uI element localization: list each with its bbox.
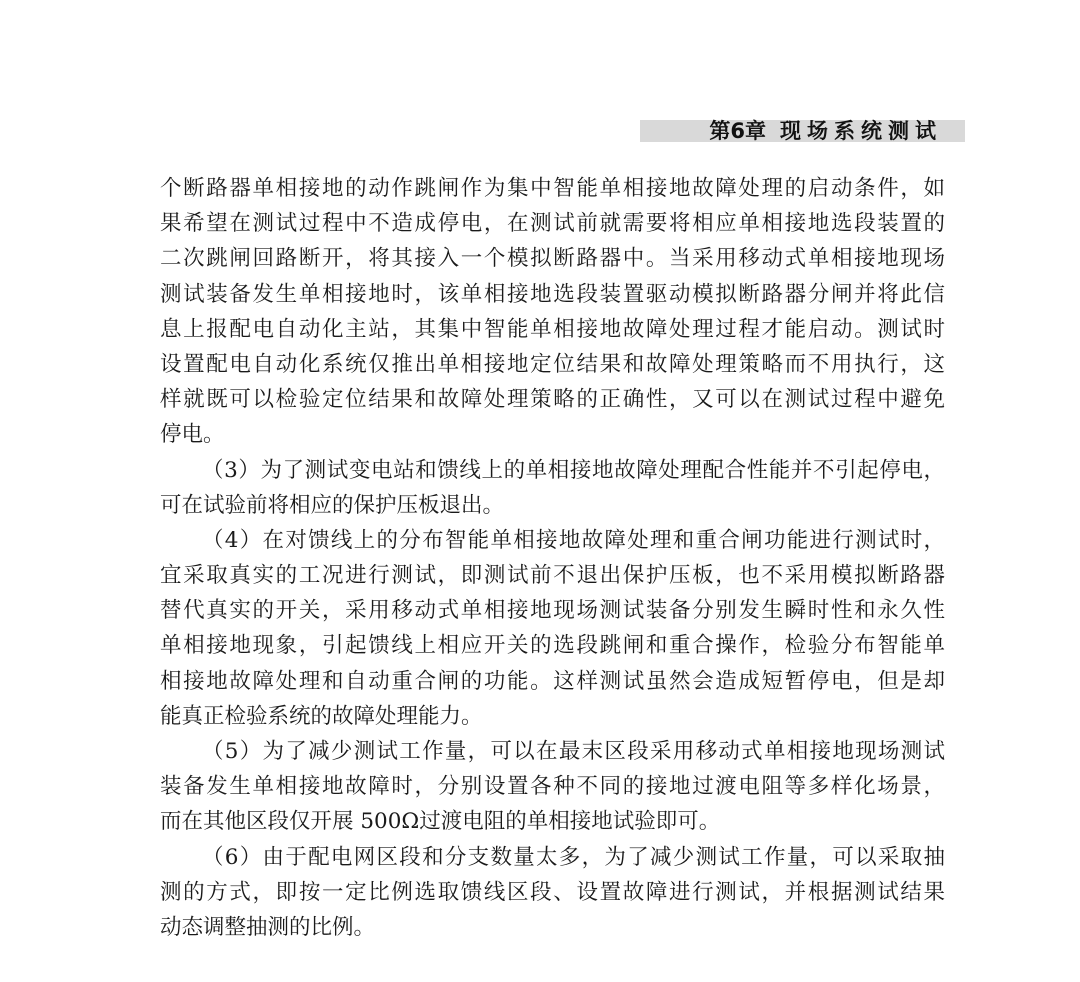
text-line: 而在其他区段仅开展 500Ω过渡电阻的单相接地试验即可。 [160,809,721,835]
paragraph-item-4 [160,523,945,734]
paragraph-continuation [160,171,945,453]
text-line: 可在试验前将相应的保护压板退出。 [160,492,505,518]
text-line: 测的方式，即按一定比例选取馈线区段、设置故障进行测试，并根据测试结果 [160,879,945,905]
chapter-number: 第6章 [709,119,766,143]
text-line: （6）由于配电网区段和分支数量太多，为了减少测试工作量，可以采取抽 [202,844,945,870]
text-line: 息上报配电自动化主站，其集中智能单相接地故障处理过程才能启动。测试时 [160,316,945,342]
text-line: 二次跳闸回路断开，将其接入一个模拟断路器中。当采用移动式单相接地现场 [160,246,945,272]
paragraph-item-3 [160,453,945,523]
text-line: 单相接地现象，引起馈线上相应开关的选段跳闸和重合操作，检验分布智能单 [160,633,945,659]
text-line: 样就既可以检验定位结果和故障处理策略的正确性，又可以在测试过程中避免 [160,387,945,413]
chapter-title: 现场系统测试 [780,119,942,143]
text-line: 宜采取真实的工况进行测试，即测试前不退出保护压板，也不采用模拟断路器 [160,563,945,589]
paragraph-item-6 [160,840,945,946]
text-line: 设置配电自动化系统仅推出单相接地定位结果和故障处理策略而不用执行，这 [160,351,945,377]
text-line: （4）在对馈线上的分布智能单相接地故障处理和重合闸功能进行测试时， [202,527,945,553]
text-line: 替代真实的开关，采用移动式单相接地现场测试装备分别发生瞬时性和永久性 [160,598,945,624]
page-body [160,171,945,945]
text-line: （5）为了减少测试工作量，可以在最末区段采用移动式单相接地现场测试 [202,739,945,764]
text-line: （3）为了测试变电站和馈线上的单相接地故障处理配合性能并不引起停电， [202,457,945,483]
paragraph-item-5 [160,734,945,840]
text-line: 果希望在测试过程中不造成停电，在测试前就需要将相应单相接地选段装置的 [160,211,945,237]
text-line: 个断路器单相接地的动作跳闸作为集中智能单相接地故障处理的启动条件，如 [160,176,945,201]
text-line: 装备发生单相接地故障时，分别设置各种不同的接地过渡电阻等多样化场景， [160,774,945,800]
text-line: 停电。 [160,422,225,448]
text-line: 测试装备发生单相接地时，该单相接地选段装置驱动模拟断路器分闸并将此信 [160,281,945,307]
text-line: 能真正检验系统的故障处理能力。 [160,703,483,729]
text-line: 相接地故障处理和自动重合闸的功能。这样测试虽然会造成短暂停电，但是却 [160,668,945,694]
running-header [709,116,942,146]
text-line: 动态调整抽测的比例。 [160,914,376,940]
